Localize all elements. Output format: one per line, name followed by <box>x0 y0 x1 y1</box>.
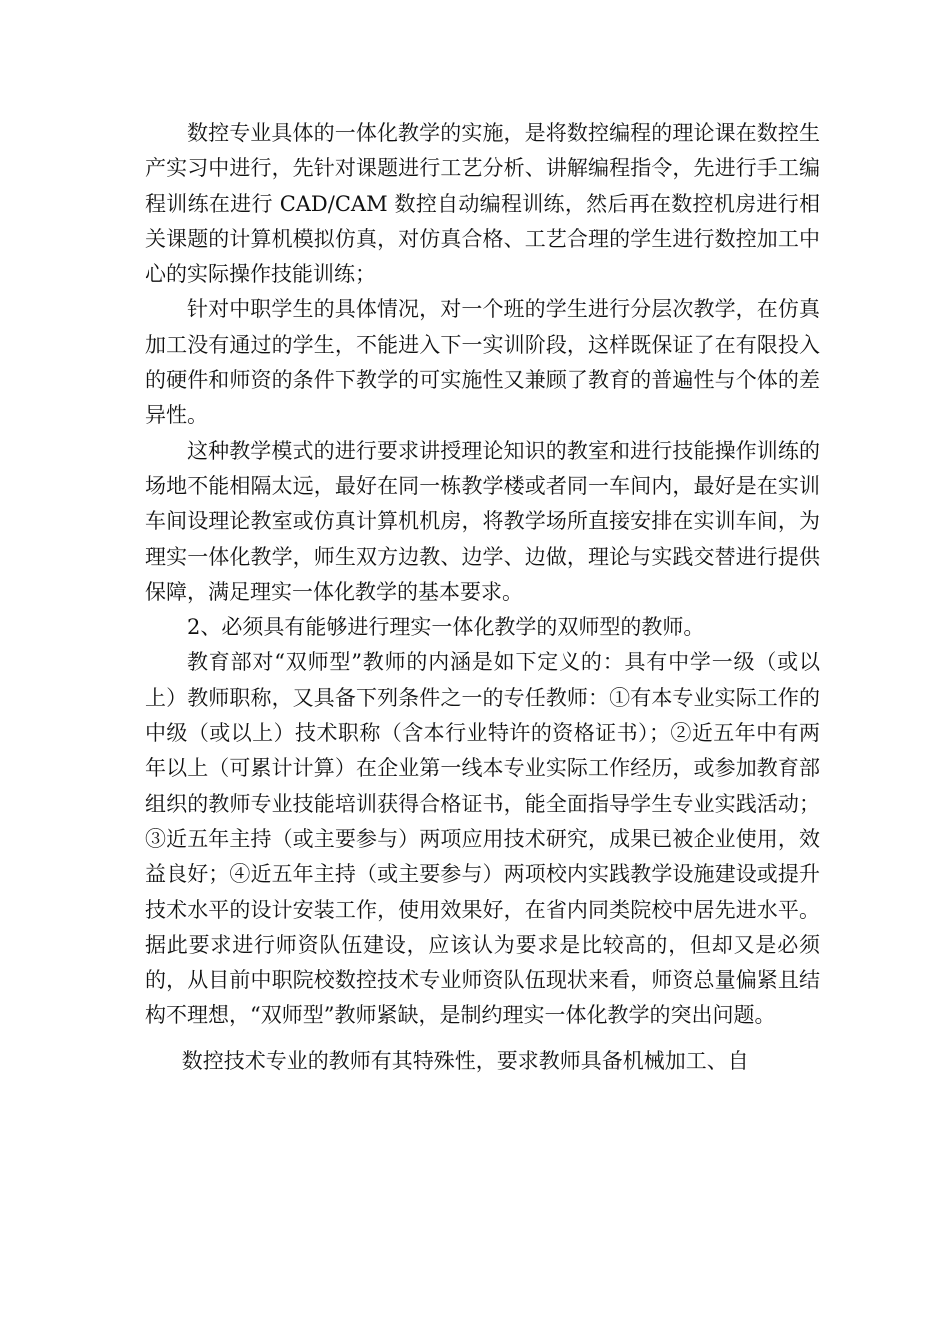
paragraph-1: 数控专业具体的一体化教学的实施，是将数控编程的理论课在数控生产实习中进行，先针对课题进行工艺分析、讲解编程指令，先进行手工编程训练在进行 CAD/CAM 数控自动编程训练，然后再在数控机房进行相关课题的计算机模拟仿真，对仿真合格、工艺合理的学生进行数控加工中心的实际操作技能训练； <box>145 121 820 287</box>
paragraph-2: 针对中职学生的具体情况，对一个班的学生进行分层次教学，在仿真加工没有通过的学生，不能进入下一实训阶段，这样既保证了在有限投入的硬件和师资的条件下教学的可实施性又兼顾了教育的普遍性与个体的差异性。 <box>145 297 820 428</box>
document-page <box>145 116 820 1079</box>
paragraph-3: 这种教学模式的进行要求讲授理论知识的教室和进行技能操作训练的场地不能相隔太远，最好在同一栋教学楼或者同一车间内，最好是在实训车间设理论教室或仿真计算机机房，将教学场所直接安排在实训车间，为理实一体化教学，师生双方边教、边学、边做，理论与实践交替进行提供保障，满足理实一体化教学的基本要求。 <box>145 438 820 604</box>
paragraph-6: 数控技术专业的教师有其特殊性，要求教师具备机械加工、自 <box>181 1048 749 1073</box>
paragraph-5: 教育部对“双师型”教师的内涵是如下定义的：具有中学一级（或以上）教师职称，又具备下列条件之一的专任教师：①有本专业实际工作的中级（或以上）技术职称（含本行业特许的资格证书）；②近五年中有两年以上（可累计计算）在企业第一线本专业实际工作经历，或参加教育部组织的教师专业技能培训获得合格证书，能全面指导学生专业实践活动；③近五年主持（或主要参与）两项应用技术研究，成果已被企业使用，效益良好；④近五年主持（或主要参与）两项校内实践教学设施建设或提升技术水平的设计安装工作，使用效果好，在省内同类院校中居先进水平。据此要求进行师资队伍建设，应该认为要求是比较高的，但却又是必须的，从目前中职院校数控技术专业师资队伍现状来看，师资总量偏紧且结构不理想，“双师型”教师紧缺，是制约理实一体化教学的突出问题。 <box>145 650 820 1028</box>
paragraph-4-heading: 2、必须具有能够进行理实一体化教学的双师型的教师。 <box>187 615 705 640</box>
